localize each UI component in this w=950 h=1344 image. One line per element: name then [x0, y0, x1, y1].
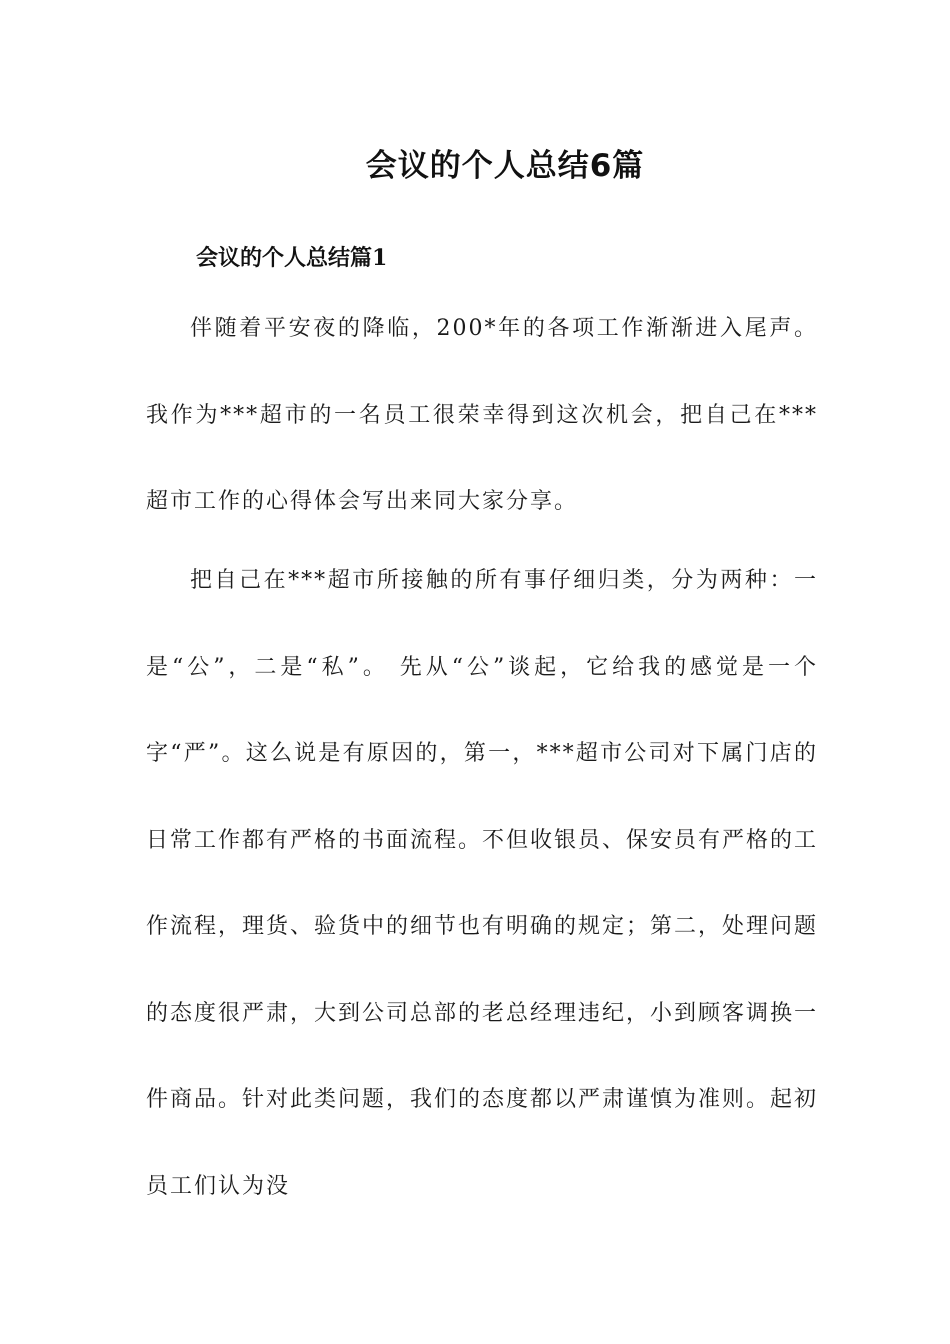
body-paragraph-2: 把自己在***超市所接触的所有事仔细归类，分为两种：一是“公”，二是“私”。 先从“公”谈起，它给我的感觉是一个字“严”。这么说是有原因的，第一，***超市公司对下属门店的日常工作都有严格的书面流程。不但收银员、保安员有严格的工作流程，理货、验货中的细节也有明确的规定；第二，处理问题的态度很严肃，大到公司总部的老总经理违纪，小到顾客调换一件商品。针对此类问题，我们的态度都以严肃谨慎为准则。起初员工们认为没: [146, 568, 819, 1199]
section-heading: 会议的个人总结篇1: [196, 245, 388, 271]
document-title: 会议的个人总结6篇: [365, 148, 645, 184]
body-paragraph-1: 伴随着平安夜的降临，200*年的各项工作渐渐进入尾声。我作为***超市的一名员工很荣幸得到这次机会，把自己在***超市工作的心得体会写出来同大家分享。: [146, 316, 818, 514]
